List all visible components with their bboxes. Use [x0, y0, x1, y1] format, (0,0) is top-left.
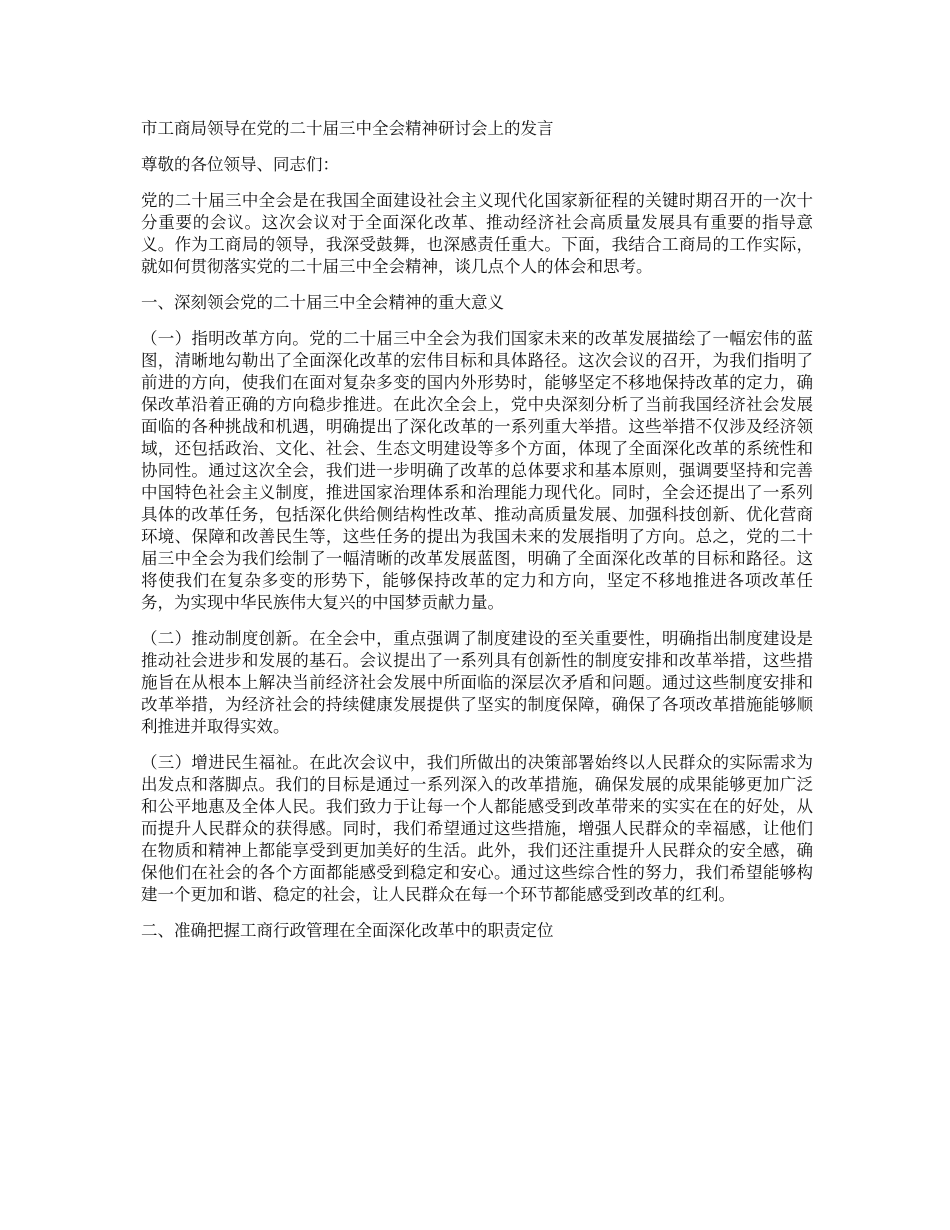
- intro-paragraph: 党的二十届三中全会是在我国全面建设社会主义现代化国家新征程的关键时期召开的一次十分重要的会议。这次会议对于全面深化改革、推动经济社会高质量发展具有重要的指导意义。作为工商局的领导，我深受鼓舞，也深感责任重大。下面，我结合工商局的工作实际，就如何贯彻落实党的二十届三中全会精神，谈几点个人的体会和思考。: [141, 191, 813, 276]
- section-2-heading: 二、准确把握工商行政管理在全面深化改革中的职责定位: [141, 921, 554, 940]
- salutation: 尊敬的各位领导、同志们：: [141, 155, 339, 174]
- document-title: 市工商局领导在党的二十届三中全会精神研讨会上的发言: [141, 119, 554, 138]
- section-1-paragraph-3: （三）增进民生福祉。在此次会议中，我们所做出的决策部署始终以人民群众的实际需求为出发点和落脚点。我们的目标是通过一系列深入的改革措施，确保发展的成果能够更加广泛和公平地惠及全体人民。我们致力于让每一个人都能感受到改革带来的实实在在的好处，从而提升人民群众的获得感。同时，我们希望通过这些措施，增强人民群众的幸福感，让他们在物质和精神上都能享受到更加美好的生活。此外，我们还注重提升人民群众的安全感，确保他们在社会的各个方面都能感受到稳定和安心。通过这些综合性的努力，我们希望能够构建一个更加和谐、稳定的社会，让人民群众在每一个环节都能感受到改革的红利。: [141, 753, 813, 904]
- document-page: [141, 118, 813, 956]
- section-1-paragraph-1: （一）指明改革方向。党的二十届三中全会为我们国家未来的改革发展描绘了一幅宏伟的蓝图，清晰地勾勒出了全面深化改革的宏伟目标和具体路径。这次会议的召开，为我们指明了前进的方向，使我们在面对复杂多变的国内外形势时，能够坚定不移地保持改革的定力，确保改革沿着正确的方向稳步推进。在此次全会上，党中央深刻分析了当前我国经济社会发展面临的各种挑战和机遇，明确提出了深化改革的一系列重大举措。这些举措不仅涉及经济领域，还包括政治、文化、社会、生态文明建设等多个方面，体现了全面深化改革的系统性和协同性。通过这次全会，我们进一步明确了改革的总体要求和基本原则，强调要坚持和完善中国特色社会主义制度，推进国家治理体系和治理能力现代化。同时，全会还提出了一系列具体的改革任务，包括深化供给侧结构性改革、推动高质量发展、加强科技创新、优化营商环境、保障和改善民生等，这些任务的提出为我国未来的发展指明了方向。总之，党的二十届三中全会为我们绘制了一幅清晰的改革发展蓝图，明确了全面深化改革的目标和路径。这将使我们在复杂多变的形势下，能够保持改革的定力和方向，坚定不移地推进各项改革任务，为实现中华民族伟大复兴的中国梦贡献力量。: [141, 329, 813, 612]
- section-1-heading: 一、深刻领会党的二十届三中全会精神的重大意义: [141, 293, 504, 312]
- section-1-paragraph-2: （二）推动制度创新。在全会中，重点强调了制度建设的至关重要性，明确指出制度建设是推动社会进步和发展的基石。会议提出了一系列具有创新性的制度安排和改革举措，这些措施旨在从根本上解决当前经济社会发展中所面临的深层次矛盾和问题。通过这些制度安排和改革举措，为经济社会的持续健康发展提供了坚实的制度保障，确保了各项改革措施能够顺利推进并取得实效。: [141, 629, 813, 736]
